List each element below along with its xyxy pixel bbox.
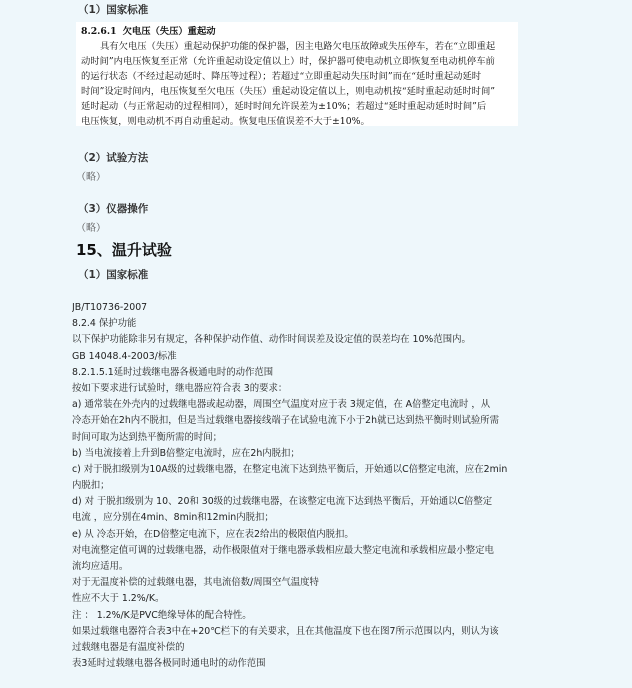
body-line: b) 当电流接着上升到B倍整定电流时，应在2h内脱扣； <box>72 447 300 459</box>
excerpt-line: 时间”设定时间内，电压恢复至欠电压（失压）重起动设定值以上，则电动机按“延时重起动延时时间” <box>81 86 496 97</box>
heading-instrument-operation: （3）仪器操作 <box>78 203 149 215</box>
scanned-standard-excerpt <box>76 22 518 126</box>
excerpt-line: 延时起动（与正常起动的过程相同），延时时间允许误差为±10%；若超过“延时重起动延时时间”后 <box>81 101 487 112</box>
heading-national-standard-2: （1）国家标准 <box>78 269 149 281</box>
body-line: 8.2.1.5.1延时过载继电器各极通电时的动作范围 <box>72 366 274 378</box>
body-line: e) 从 冷态开始，在D倍整定电流下，应在表2给出的极限值内脱扣。 <box>72 528 354 540</box>
body-line: 注 ： 1.2%/K是PVC绝缘导体的配合特性。 <box>72 609 252 621</box>
body-line: d) 对 于脱扣级别为 10、20和 30级的过载继电器，在该整定电流下达到热平衡后，开始通以C倍整定 <box>72 496 493 508</box>
body-line: 按如下要求进行试验时，继电器应符合表 3的要求： <box>72 382 288 394</box>
body-line: 如果过载继电器符合表3中在+20℃栏下的有关要求，且在其他温度下也在图7所示范围以内，则认为该 <box>72 625 499 637</box>
excerpt-line: 动时间”内电压恢复至正常（允许重起动设定值以上）时，保护器可使电动机立即恢复至电动机停车前 <box>81 56 495 67</box>
body-line: 冷态开始在2h内不脱扣，但是当过载继电器接线端子在试验电流下小于2h就已达到热平衡时则试验所需 <box>72 415 499 427</box>
body-line: 以下保护功能除非另有规定，各种保护动作值、动作时间误差及设定值的误差均在 10%范围内。 <box>72 334 471 346</box>
heading-test-method: （2）试验方法 <box>78 152 149 164</box>
body-line: c) 对于脱扣级别为10A级的过载继电器，在整定电流下达到热平衡后，开始通以C倍整定电流，应在2min <box>72 463 508 475</box>
excerpt-line: 具有欠电压（失压）重起动保护功能的保护器，因主电路欠电压故障或失压停车，若在“立即重起 <box>100 41 496 52</box>
body-line: 8.2.4 保护功能 <box>72 318 137 330</box>
body-line: 表3延时过载继电器各极同时通电时的动作范围 <box>72 658 266 670</box>
body-line: 对电流整定值可调的过载继电器，动作极限值对于继电器承载相应最大整定电流和承载相应最小整定电 <box>72 544 494 556</box>
clause-number: 8.2.6.1 <box>81 26 117 37</box>
body-line: 电流 ，应分别在4min、8min和12min内脱扣； <box>72 512 274 524</box>
body-line: 过载继电器是有温度补偿的 <box>72 641 185 653</box>
heading-temperature-rise-test: 15、温升试验 <box>76 241 172 259</box>
instrument-operation-note: （略） <box>76 223 106 234</box>
clause-heading <box>81 24 513 39</box>
standard-body-text <box>72 300 592 672</box>
body-line: a) 通常装在外壳内的过载继电器或起动器，周围空气温度对应于表 3规定值，在 A倍整定电流时 ，从 <box>72 399 491 411</box>
body-line: JB/T10736-2007 <box>72 302 148 313</box>
body-line: 对于无温度补偿的过载继电器，其电流倍数/周围空气温度特 <box>72 577 319 589</box>
excerpt-line: 电压恢复，则电动机不再自动重起动。恢复电压值误差不大于±10%。 <box>81 116 370 127</box>
excerpt-line: 的运行状态（不经过起动延时、降压等过程）；若超过“立即重起动失压时间”而在“延时重起动延时 <box>81 71 482 82</box>
body-line: 时间可取为达到热平衡所需的时间； <box>72 431 223 443</box>
test-method-note: （略） <box>76 172 106 183</box>
heading-national-standard: （1）国家标准 <box>78 4 149 16</box>
body-line: 内脱扣； <box>72 480 110 492</box>
body-line: 性应不大于 1.2%/K。 <box>72 593 165 605</box>
body-line: 流均应适用。 <box>72 561 129 572</box>
clause-title: 欠电压（失压）重起动 <box>122 26 216 37</box>
body-line: GB 14048.4-2003/标准 <box>72 350 177 362</box>
